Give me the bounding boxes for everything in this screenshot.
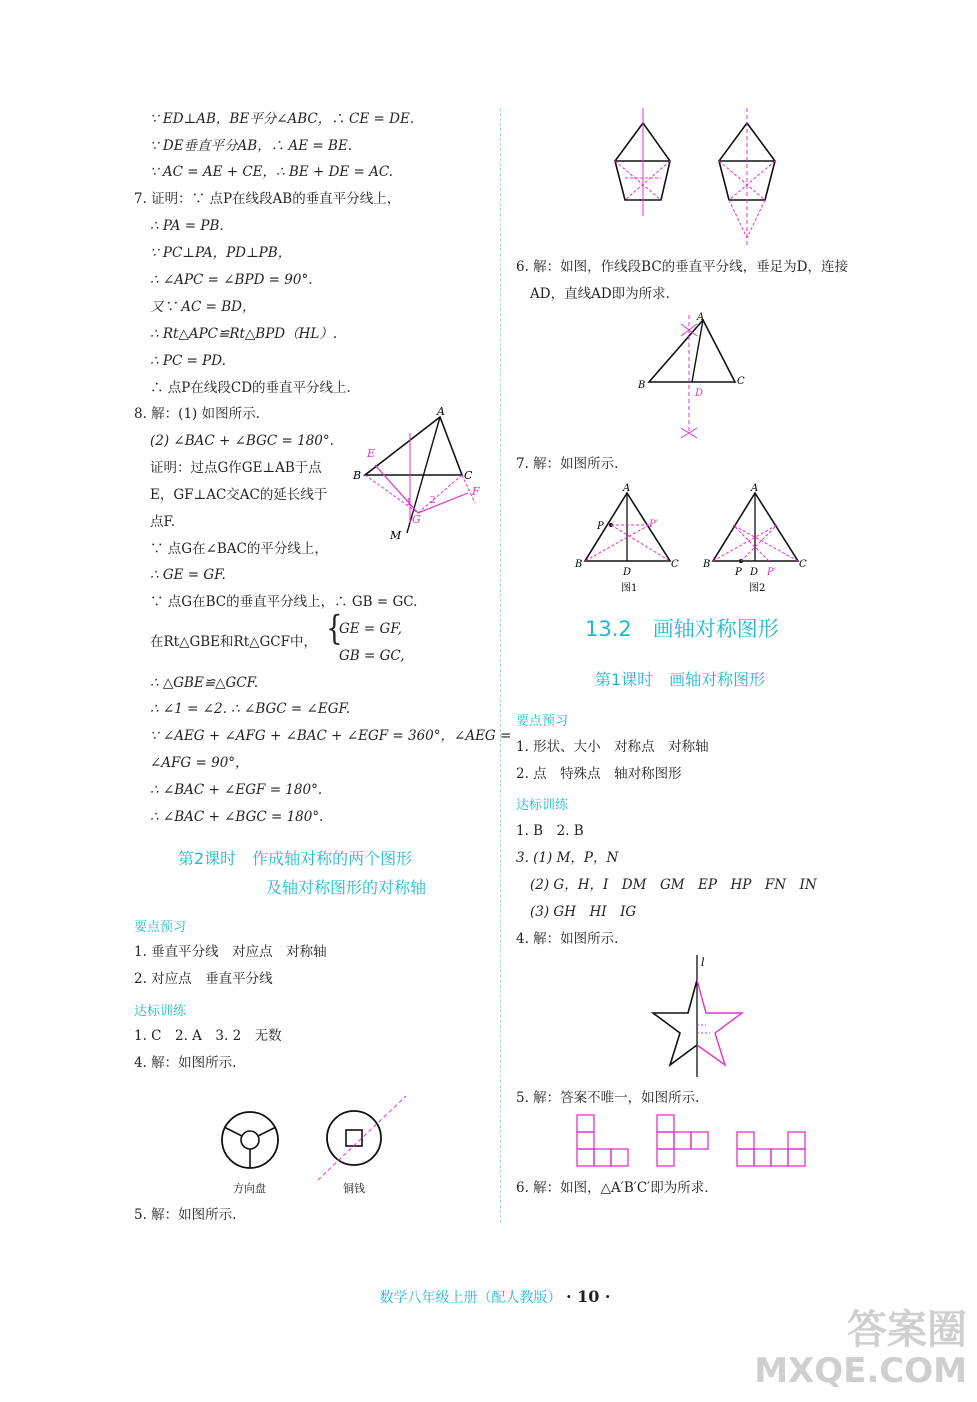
text-line: 6. 解：如图，作线段BC的垂直平分线，垂足为D，连接 bbox=[516, 259, 848, 275]
brace: { bbox=[326, 609, 343, 649]
subheading: 达标训练 bbox=[516, 798, 569, 813]
text-line: ∴ PA = PB. bbox=[150, 218, 224, 234]
label-a: A bbox=[437, 405, 445, 418]
label-p: P bbox=[597, 521, 604, 532]
coin-figure bbox=[310, 1093, 420, 1193]
column-divider bbox=[500, 108, 501, 1223]
star-figure bbox=[650, 955, 750, 1080]
text-line: ∴ ∠BAC + ∠EGF = 180°. bbox=[150, 782, 323, 798]
text-line: 2. 对应点 垂直平分线 bbox=[134, 971, 273, 987]
lesson-title: 第1课时 画轴对称图形 bbox=[595, 670, 766, 689]
text-line: 3. (1) M，P，N bbox=[516, 850, 619, 866]
label-p: P bbox=[735, 567, 742, 578]
label-d: D bbox=[623, 567, 632, 578]
watermark-top: 答案圈 bbox=[847, 1307, 967, 1353]
text-line: ∵ 点G在∠BAC的平分线上， bbox=[150, 541, 328, 557]
subheading: 达标训练 bbox=[134, 1004, 187, 1019]
text-line: 5. 解：如图所示. bbox=[134, 1207, 237, 1223]
subheading: 要点预习 bbox=[134, 920, 187, 935]
label-a: A bbox=[751, 483, 759, 494]
text-line: (3) GH HI IG bbox=[530, 904, 637, 920]
text-line: 5. 解：答案不唯一，如图所示. bbox=[516, 1090, 700, 1106]
text-line: E，GF⊥AC交AC的延长线于 bbox=[150, 487, 328, 503]
label-c: C bbox=[464, 469, 473, 482]
watermark bbox=[754, 1308, 967, 1390]
text-line: ∴ PC = PD. bbox=[150, 353, 226, 369]
text-line: ∴ ∠APC = ∠BPD = 90°. bbox=[150, 272, 313, 288]
text-line: ∴ GE = GF. bbox=[150, 567, 226, 583]
caption: 铜钱 bbox=[343, 1182, 365, 1195]
watermark-bottom: MXQE.COM bbox=[754, 1351, 967, 1391]
text-line: 4. 解：如图所示. bbox=[134, 1055, 237, 1071]
label-1: 1 bbox=[406, 498, 412, 508]
text-line: ∵ PC⊥PA，PD⊥PB， bbox=[150, 245, 292, 261]
label-c: C bbox=[799, 559, 807, 570]
text-line: AD，直线AD即为所求. bbox=[530, 286, 670, 302]
text-line: (2) G，H，I DM GM EP HP FN IN bbox=[530, 877, 817, 893]
label-m: M bbox=[390, 529, 402, 542]
text-line: 7. 证明：∵ 点P在线段AB的垂直平分线上， bbox=[134, 191, 401, 207]
caption: 方向盘 bbox=[233, 1182, 266, 1195]
text-line: GB = GC, bbox=[339, 648, 405, 664]
text-line: ∵ DE垂直平分AB，∴ AE = BE. bbox=[150, 138, 353, 154]
label-a: A bbox=[697, 312, 705, 323]
page-footer bbox=[330, 1287, 660, 1307]
fig8-triangle bbox=[350, 405, 490, 545]
text-line: ∠AFG = 90°， bbox=[150, 755, 249, 771]
page-number: · 10 · bbox=[565, 1287, 611, 1306]
pentagon-figures bbox=[605, 108, 845, 248]
text-line: 证明：过点G作GE⊥AB于点 bbox=[150, 460, 322, 476]
label-b: B bbox=[638, 380, 646, 391]
label-b: B bbox=[575, 559, 583, 570]
text-line: ∵ ED⊥AB，BE平分∠ABC，∴ CE = DE. bbox=[150, 111, 415, 127]
fig7-2 bbox=[703, 483, 813, 593]
label-a: A bbox=[623, 483, 631, 494]
text-line: GE = GF, bbox=[339, 621, 402, 637]
label-p-prime: P′ bbox=[649, 519, 658, 530]
steering-wheel-figure bbox=[215, 1105, 285, 1175]
text-line: 1. 形状、大小 对称点 对称轴 bbox=[516, 739, 709, 755]
subheading: 要点预习 bbox=[516, 714, 569, 729]
text-line: 1. C 2. A 3. 2 无数 bbox=[134, 1028, 282, 1044]
section-title: 13.2 画轴对称图形 bbox=[585, 617, 779, 641]
text-line: 1. B 2. B bbox=[516, 823, 584, 839]
fig7-1 bbox=[575, 483, 685, 593]
book-title: 数学八年级上册（配人教版） bbox=[379, 1290, 562, 1306]
text-line: 4. 解：如图所示. bbox=[516, 931, 619, 947]
text-line: ∴ △GBE≌△GCF. bbox=[150, 675, 259, 691]
text-line: 6. 解：如图，△A′B′C′即为所求. bbox=[516, 1180, 709, 1196]
text-line: ∵ ∠AEG + ∠AFG + ∠BAC + ∠EGF = 360°，∠AEG = bbox=[150, 728, 512, 744]
caption-fig2: 图2 bbox=[749, 583, 766, 594]
label-f: F bbox=[472, 485, 480, 498]
text-line: 在Rt△GBE和Rt△GCF中， bbox=[150, 634, 317, 650]
fig6-triangle bbox=[635, 310, 765, 440]
text-line: ∵ AC = AE + CE，∴ BE + DE = AC. bbox=[150, 164, 394, 180]
label-b: B bbox=[703, 559, 711, 570]
text-line: 1. 垂直平分线 对应点 对称轴 bbox=[134, 944, 327, 960]
text-line: ∴ Rt△APC≌Rt△BPD（HL）. bbox=[150, 326, 338, 342]
label-d: D bbox=[695, 388, 704, 399]
label-c: C bbox=[671, 559, 679, 570]
caption-fig1: 图1 bbox=[621, 583, 638, 594]
label-b: B bbox=[353, 469, 362, 482]
text-line: 又∵ AC = BD， bbox=[150, 299, 256, 315]
label-2: 2 bbox=[430, 496, 436, 506]
text-line: ∴ ∠BAC + ∠BGC = 180°. bbox=[150, 809, 324, 825]
text-line: ∴ ∠1 = ∠2. ∴ ∠BGC = ∠EGF. bbox=[150, 701, 351, 717]
label-d: D bbox=[750, 567, 759, 578]
text-line: 7. 解：如图所示. bbox=[516, 456, 619, 472]
label-l: l bbox=[701, 956, 705, 969]
grid-figures bbox=[575, 1113, 815, 1171]
text-line: (2) ∠BAC + ∠BGC = 180°. bbox=[150, 433, 334, 449]
text-line: 2. 点 特殊点 轴对称图形 bbox=[516, 766, 682, 782]
text-line: 点F. bbox=[150, 514, 176, 530]
lesson-title-2: 及轴对称图形的对称轴 bbox=[266, 878, 427, 897]
label-p-prime: P′ bbox=[767, 567, 776, 578]
label-g: G bbox=[412, 513, 421, 526]
text-line: ∴ 点P在线段CD的垂直平分线上. bbox=[150, 380, 351, 396]
text-line: ∵ 点G在BC的垂直平分线上，∴ GB = GC. bbox=[150, 594, 418, 610]
label-c: C bbox=[737, 376, 745, 387]
text-line: 8. 解：(1) 如图所示. bbox=[134, 406, 260, 422]
lesson-title: 第2课时 作成轴对称的两个图形 bbox=[178, 849, 413, 868]
label-e: E bbox=[367, 447, 376, 460]
